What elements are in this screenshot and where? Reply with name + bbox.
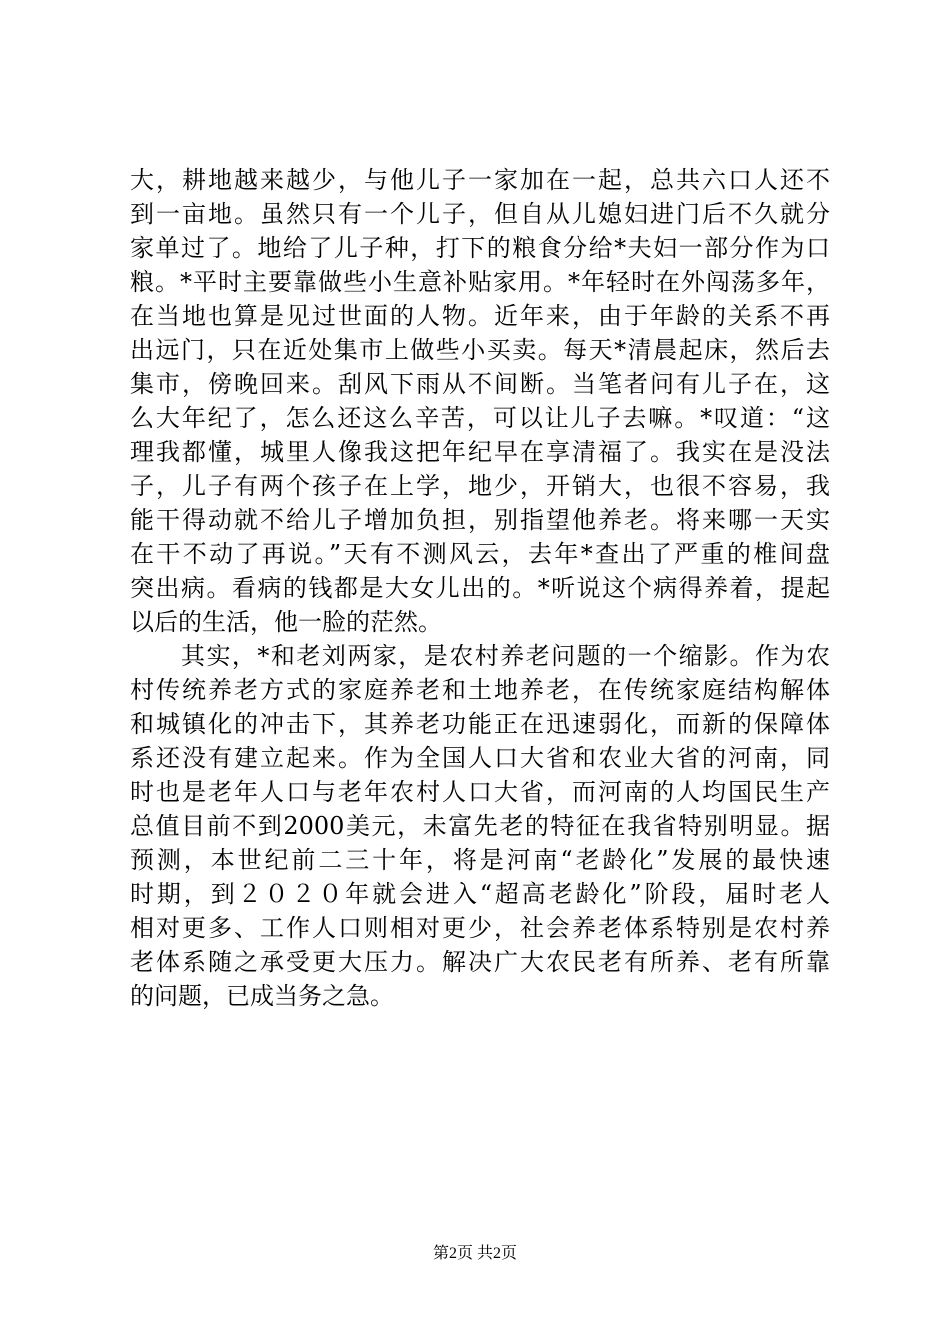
text-line: 总值目前不到2000美元，未富先老的特征在我省特别明显。据 bbox=[130, 812, 830, 840]
text-line: 家单过了。地给了儿子种，打下的粮食分给*夫妇一部分作为口 bbox=[130, 234, 830, 262]
text-line: 突出病。看病的钱都是大女儿出的。*听说这个病得养着，提起 bbox=[130, 574, 830, 602]
text-line: 村传统养老方式的家庭养老和土地养老，在传统家庭结构解体 bbox=[130, 676, 830, 704]
text-line: 老体系随之承受更大压力。解决广大农民老有所养、老有所靠 bbox=[130, 948, 830, 976]
text-line: 集市，傍晚回来。刮风下雨从不间断。当笔者问有儿子在，这 bbox=[130, 370, 830, 398]
page-number: 第2页 共2页 bbox=[432, 1245, 517, 1262]
text-line: 到一亩地。虽然只有一个儿子，但自从儿媳妇进门后不久就分 bbox=[130, 200, 830, 228]
text-line: 以后的生活，他一脸的茫然。 bbox=[130, 608, 442, 636]
text-line: 的问题，已成当务之急。 bbox=[130, 982, 394, 1010]
text-line: 理我都懂，城里人像我这把年纪早在享清福了。我实在是没法 bbox=[130, 438, 830, 466]
text-line: 么大年纪了，怎么还这么辛苦，可以让儿子去嘛。*叹道：“这 bbox=[130, 404, 830, 432]
text-line: 时期，到２０２０年就会进入“超高老龄化”阶段，届时老人 bbox=[130, 880, 830, 908]
text-line: 和城镇化的冲击下，其养老功能正在迅速弱化，而新的保障体 bbox=[130, 710, 830, 738]
text-line: 大，耕地越来越少，与他儿子一家加在一起，总共六口人还不 bbox=[130, 166, 830, 194]
text-line: 相对更多、工作人口则相对更少，社会养老体系特别是农村养 bbox=[130, 914, 830, 942]
text-line: 其实，*和老刘两家，是农村养老问题的一个缩影。作为农 bbox=[130, 642, 830, 670]
page-footer bbox=[0, 1244, 950, 1264]
text-line: 能干得动就不给儿子增加负担，别指望他养老。将来哪一天实 bbox=[130, 506, 830, 534]
paragraph-2 bbox=[130, 639, 830, 1013]
text-line: 在干不动了再说。”天有不测风云，去年*查出了严重的椎间盘 bbox=[130, 540, 830, 568]
text-line: 系还没有建立起来。作为全国人口大省和农业大省的河南，同 bbox=[130, 744, 830, 772]
text-line: 出远门，只在近处集市上做些小买卖。每天*清晨起床，然后去 bbox=[130, 336, 830, 364]
text-line: 时也是老年人口与老年农村人口大省，而河南的人均国民生产 bbox=[130, 778, 830, 806]
text-line: 预测，本世纪前二三十年，将是河南“老龄化”发展的最快速 bbox=[130, 846, 830, 874]
text-line: 粮。*平时主要靠做些小生意补贴家用。*年轻时在外闯荡多年， bbox=[130, 268, 830, 296]
text-line: 子，儿子有两个孩子在上学，地少，开销大，也很不容易，我 bbox=[130, 472, 830, 500]
text-line: 在当地也算是见过世面的人物。近年来，由于年龄的关系不再 bbox=[130, 302, 830, 330]
paragraph-1 bbox=[130, 163, 830, 639]
article-body bbox=[130, 163, 830, 1013]
